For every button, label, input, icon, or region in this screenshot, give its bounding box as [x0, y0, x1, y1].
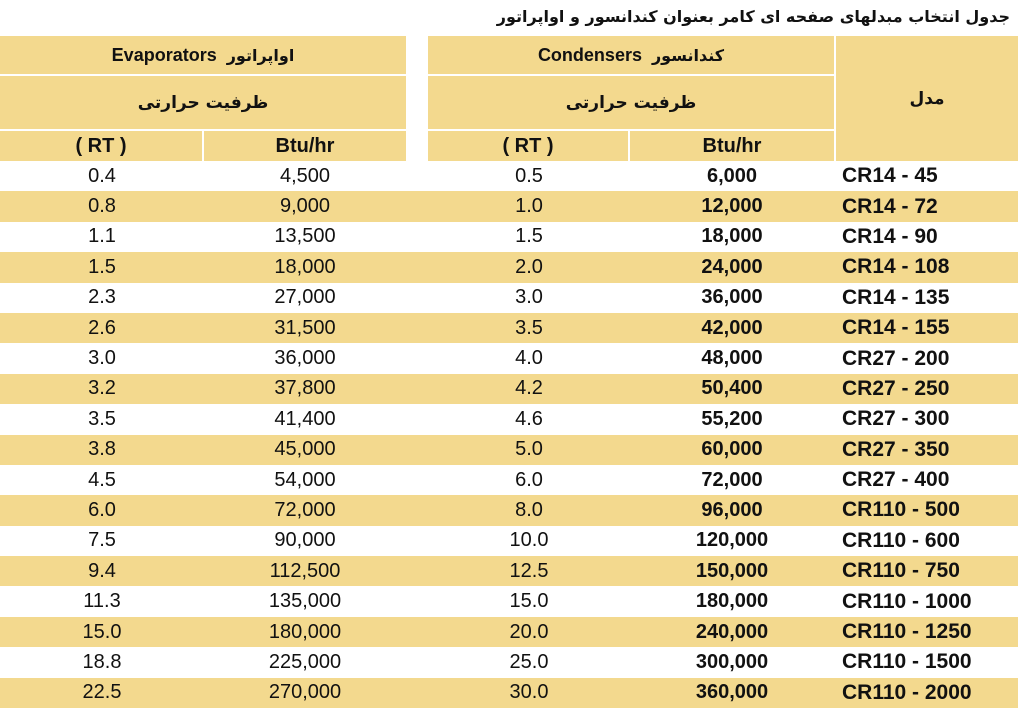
evap-rt-cell: 3.8	[0, 435, 204, 465]
evap-rt-cell: 1.5	[0, 252, 204, 282]
cond-rt-cell: 12.5	[428, 556, 630, 586]
model-cell: CR110 - 500	[834, 495, 1018, 525]
row-gap	[406, 556, 428, 586]
model-cell: CR110 - 2000	[834, 678, 1018, 708]
evap-rt-cell: 22.5	[0, 678, 204, 708]
row-gap	[406, 526, 428, 556]
row-gap	[406, 374, 428, 404]
condensers-label-fa: کندانسور	[651, 45, 725, 65]
cond-rt-cell: 25.0	[428, 647, 630, 677]
evap-btu-cell: 54,000	[204, 465, 406, 495]
cond-rt-cell: 0.5	[428, 161, 630, 191]
model-cell: CR27 - 350	[834, 435, 1018, 465]
evap-rt-cell: 15.0	[0, 617, 204, 647]
model-cell: CR110 - 600	[834, 526, 1018, 556]
evaporators-header	[0, 36, 406, 76]
model-cell: CR14 - 135	[834, 283, 1018, 313]
model-cell: CR27 - 200	[834, 343, 1018, 373]
cond-btu-cell: 12,000	[630, 191, 834, 221]
evap-rt-cell: 3.5	[0, 404, 204, 434]
model-cell: CR14 - 155	[834, 313, 1018, 343]
row-gap	[406, 586, 428, 616]
evap-btu-cell: 180,000	[204, 617, 406, 647]
row-gap	[406, 678, 428, 708]
cond-btu-cell: 96,000	[630, 495, 834, 525]
cond-rt-header: ( RT )	[428, 131, 630, 161]
cond-rt-cell: 30.0	[428, 678, 630, 708]
cond-rt-cell: 4.2	[428, 374, 630, 404]
cond-btu-cell: 50,400	[630, 374, 834, 404]
model-cell: CR14 - 45	[834, 161, 1018, 191]
row-gap	[406, 313, 428, 343]
model-cell: CR27 - 300	[834, 404, 1018, 434]
cond-btu-cell: 24,000	[630, 252, 834, 282]
evap-rt-header: ( RT )	[0, 131, 204, 161]
condensers-label-en: Condensers	[537, 44, 642, 65]
cond-btu-header: Btu/hr	[630, 131, 834, 161]
cond-btu-cell: 240,000	[630, 617, 834, 647]
cond-btu-cell: 36,000	[630, 283, 834, 313]
evaporators-capacity-header: ظرفیت حرارتی	[0, 76, 406, 131]
evap-rt-cell: 3.0	[0, 343, 204, 373]
row-gap	[406, 161, 428, 191]
model-cell: CR110 - 750	[834, 556, 1018, 586]
model-cell: CR27 - 250	[834, 374, 1018, 404]
model-cell: CR14 - 90	[834, 222, 1018, 252]
cond-rt-cell: 20.0	[428, 617, 630, 647]
condensers-capacity-header: ظرفیت حرارتی	[428, 76, 834, 131]
evap-rt-cell: 9.4	[0, 556, 204, 586]
row-gap	[406, 283, 428, 313]
evap-rt-cell: 4.5	[0, 465, 204, 495]
model-header: مدل	[834, 36, 1018, 161]
evap-btu-cell: 37,800	[204, 374, 406, 404]
row-gap	[406, 617, 428, 647]
model-cell: CR14 - 108	[834, 252, 1018, 282]
cond-btu-cell: 18,000	[630, 222, 834, 252]
row-gap	[406, 404, 428, 434]
evap-btu-cell: 45,000	[204, 435, 406, 465]
cond-btu-cell: 6,000	[630, 161, 834, 191]
cond-btu-cell: 180,000	[630, 586, 834, 616]
cond-btu-cell: 120,000	[630, 526, 834, 556]
cond-rt-cell: 4.6	[428, 404, 630, 434]
evap-btu-cell: 18,000	[204, 252, 406, 282]
evap-btu-cell: 135,000	[204, 586, 406, 616]
model-cell: CR110 - 1000	[834, 586, 1018, 616]
cond-btu-cell: 48,000	[630, 343, 834, 373]
evap-btu-cell: 13,500	[204, 222, 406, 252]
cond-btu-cell: 60,000	[630, 435, 834, 465]
row-gap	[406, 252, 428, 282]
evap-rt-cell: 2.3	[0, 283, 204, 313]
evap-rt-cell: 11.3	[0, 586, 204, 616]
selection-table	[0, 36, 1018, 718]
evap-rt-cell: 18.8	[0, 647, 204, 677]
row-gap	[406, 222, 428, 252]
cond-rt-cell: 4.0	[428, 343, 630, 373]
row-gap	[406, 647, 428, 677]
table-title: جدول انتخاب مبدلهای صفحه ای کامر بعنوان کندانسور و اواپراتور	[0, 0, 1018, 36]
cond-btu-cell: 360,000	[630, 678, 834, 708]
cond-rt-cell: 3.0	[428, 283, 630, 313]
condensers-header	[428, 36, 834, 76]
cond-btu-cell: 55,200	[630, 404, 834, 434]
evaporators-label-fa: اواپراتور	[226, 45, 295, 65]
evap-rt-cell: 0.8	[0, 191, 204, 221]
cond-btu-cell: 300,000	[630, 647, 834, 677]
evap-rt-cell: 1.1	[0, 222, 204, 252]
row-gap	[406, 191, 428, 221]
model-cell: CR14 - 72	[834, 191, 1018, 221]
evap-btu-cell: 270,000	[204, 678, 406, 708]
evap-btu-cell: 4,500	[204, 161, 406, 191]
cond-rt-cell: 1.0	[428, 191, 630, 221]
evap-rt-cell: 7.5	[0, 526, 204, 556]
evap-rt-cell: 2.6	[0, 313, 204, 343]
cond-btu-cell: 150,000	[630, 556, 834, 586]
cond-rt-cell: 15.0	[428, 586, 630, 616]
evap-btu-cell: 31,500	[204, 313, 406, 343]
evap-rt-cell: 0.4	[0, 161, 204, 191]
evap-btu-cell: 27,000	[204, 283, 406, 313]
cond-rt-cell: 3.5	[428, 313, 630, 343]
row-gap	[406, 435, 428, 465]
evap-rt-cell: 6.0	[0, 495, 204, 525]
cond-rt-cell: 2.0	[428, 252, 630, 282]
evap-btu-cell: 72,000	[204, 495, 406, 525]
evap-btu-header: Btu/hr	[204, 131, 406, 161]
cond-rt-cell: 1.5	[428, 222, 630, 252]
cond-rt-cell: 6.0	[428, 465, 630, 495]
evaporators-label-en: Evaporators	[111, 44, 217, 65]
model-cell: CR110 - 1250	[834, 617, 1018, 647]
cond-btu-cell: 72,000	[630, 465, 834, 495]
evap-btu-cell: 36,000	[204, 343, 406, 373]
evap-btu-cell: 112,500	[204, 556, 406, 586]
cond-btu-cell: 42,000	[630, 313, 834, 343]
evap-btu-cell: 225,000	[204, 647, 406, 677]
row-gap	[406, 495, 428, 525]
cond-rt-cell: 10.0	[428, 526, 630, 556]
evap-btu-cell: 41,400	[204, 404, 406, 434]
cond-rt-cell: 5.0	[428, 435, 630, 465]
column-gap	[406, 36, 428, 161]
cond-rt-cell: 8.0	[428, 495, 630, 525]
model-cell: CR110 - 1500	[834, 647, 1018, 677]
evap-rt-cell: 3.2	[0, 374, 204, 404]
row-gap	[406, 465, 428, 495]
evap-btu-cell: 90,000	[204, 526, 406, 556]
row-gap	[406, 343, 428, 373]
evap-btu-cell: 9,000	[204, 191, 406, 221]
model-cell: CR27 - 400	[834, 465, 1018, 495]
